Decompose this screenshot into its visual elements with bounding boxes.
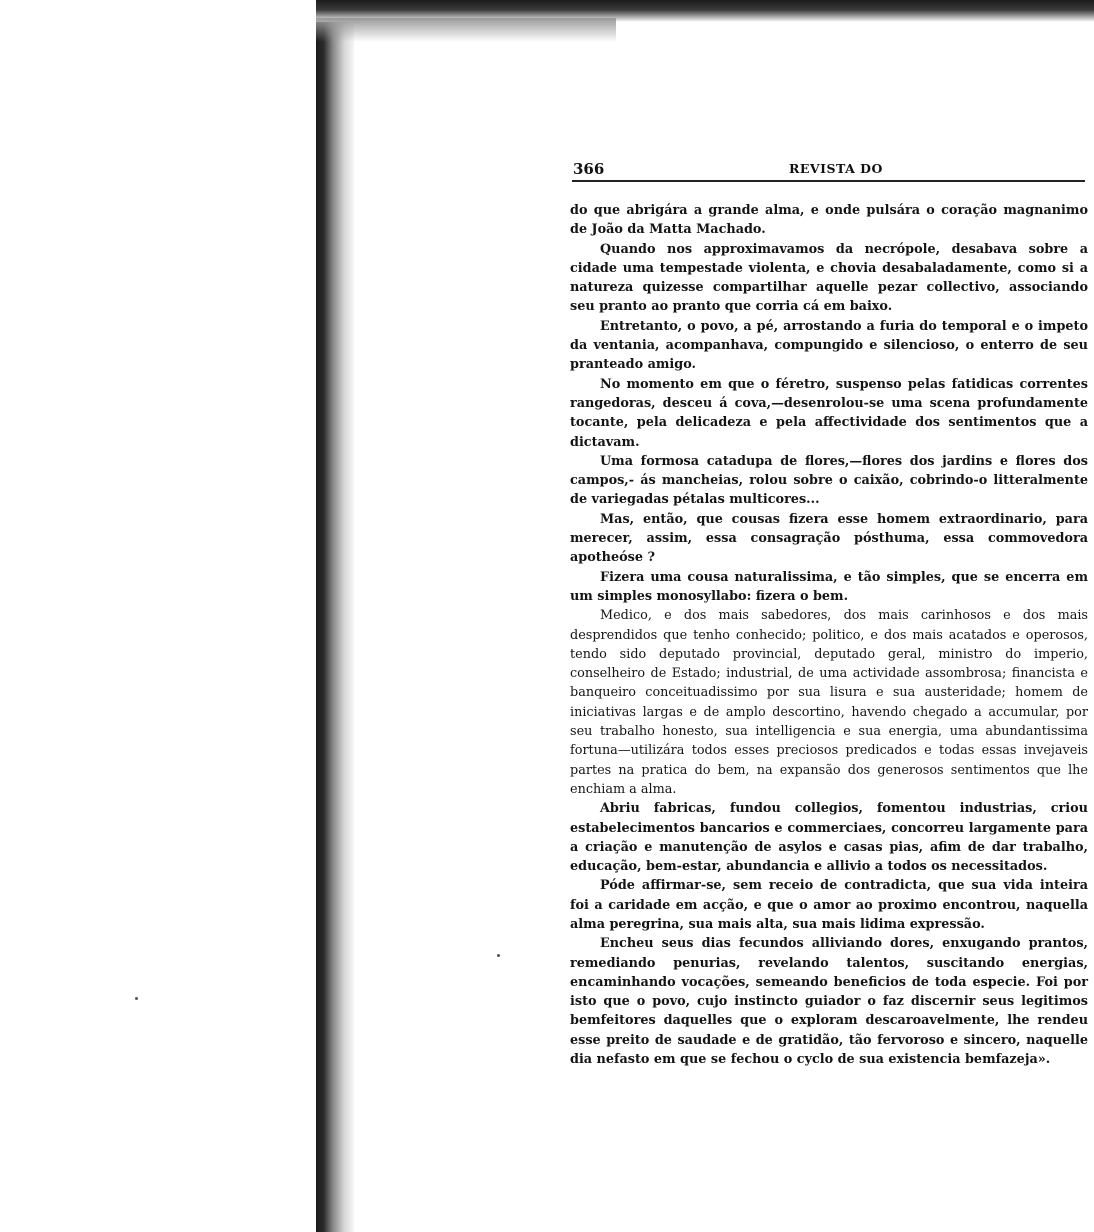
speck <box>135 997 138 1000</box>
running-title: REVISTA DO <box>789 161 883 176</box>
paragraph: Medico, e dos mais sabedores, dos mais carinhosos e dos mais desprendidos que tenho conhecido; politico, e dos mais acatados e operosos, tendo sido deputado provincial, deputado geral, ministro do imperio, conselheiro de Estado; industrial, de uma actividade assombrosa; financista e banqueiro conceituadissimo por sua lisura e sua austeridade; homem de iniciativas largas e de amplo descortino, havendo chegado a accumular, por seu trabalho honesto, sua intelligencia e sua energia, uma abundantissima fortuna—utilizára todos esses preciosos predicados e todas essas invejaveis partes na pratica do bem, na expansão dos generosos sentimentos que lhe enchiam a alma. <box>570 608 1088 797</box>
speck <box>497 954 500 957</box>
book-gutter-shadow <box>316 0 354 1232</box>
paragraph: Abriu fabricas, fundou collegios, fomentou industrias, criou estabelecimentos bancarios e commerciaes, concorreu largamente para a criação e manutenção de asylos e casas pias, afim de dar trabalho, educação, bem-estar, abundancia e allivio a todos os necessitados. <box>570 801 1088 875</box>
header-rule <box>572 180 1085 182</box>
paragraph: Entretanto, o povo, a pé, arrostando a furia do temporal e o impeto da ventania, acompanhava, compungido e silencioso, o enterro de seu pranteado amigo. <box>570 318 1088 373</box>
paragraph: Fizera uma cousa naturalissima, e tão simples, que se encerra em um simples monosyllabo: fizera o bem. <box>570 569 1088 604</box>
paragraph: do que abrigára a grande alma, e onde pulsára o coração magnanimo de João da Matta Machado. <box>570 203 1088 238</box>
paragraph: Quando nos approximavamos da necrópole, desabava sobre a cidade uma tempestade violenta, e chovia desabaladamente, como si a natureza quizesse compartilhar aquelle pezar collectivo, associando seu pranto ao pranto que corria cá em baixo. <box>570 241 1088 315</box>
paragraph: No momento em que o féretro, suspenso pelas fatidicas correntes rangedoras, desceu á cova,—desenrolou-se uma scena profundamente tocante, pela delicadeza e pela affectividade dos sentimentos que a dictavam. <box>570 376 1088 450</box>
paragraph: Póde affirmar-se, sem receio de contradicta, que sua vida inteira foi a caridade em acção, e que o amor ao proximo encontrou, naquella alma peregrina, sua mais alta, sua mais lidima expressão. <box>570 878 1088 932</box>
left-margin <box>0 0 318 1232</box>
page-header <box>573 160 1085 180</box>
paragraph: Mas, então, que cousas fizera esse homem extraordinario, para merecer, assim, essa consagração pósthuma, essa commovedora apotheóse ? <box>570 511 1088 566</box>
paragraph: Encheu seus dias fecundos alliviando dores, enxugando prantos, remediando penurias, revelando talentos, suscitando energias, encaminhando vocações, semeando beneficios de toda especie. Foi por isto que o povo, cujo instincto guiador o faz discernir seus legitimos bemfeitores daquelles que o exploram descaroavelmente, lhe rendeu esse preito de saudade e de gratidão, tão fervoroso e sincero, naquelle dia nefasto em que se fechou o cyclo de sua existencia bemfazeja». <box>570 936 1088 1068</box>
page-top-edge-fade <box>316 18 616 42</box>
page-number: 366 <box>573 160 605 178</box>
paragraph: Uma formosa catadupa de flores,—flores dos jardins e flores dos campos,- ás mancheias, rolou sobre o caixão, cobrindo-o litteralmente de variegadas pétalas multicores... <box>570 453 1088 508</box>
body-text <box>570 201 1088 1069</box>
